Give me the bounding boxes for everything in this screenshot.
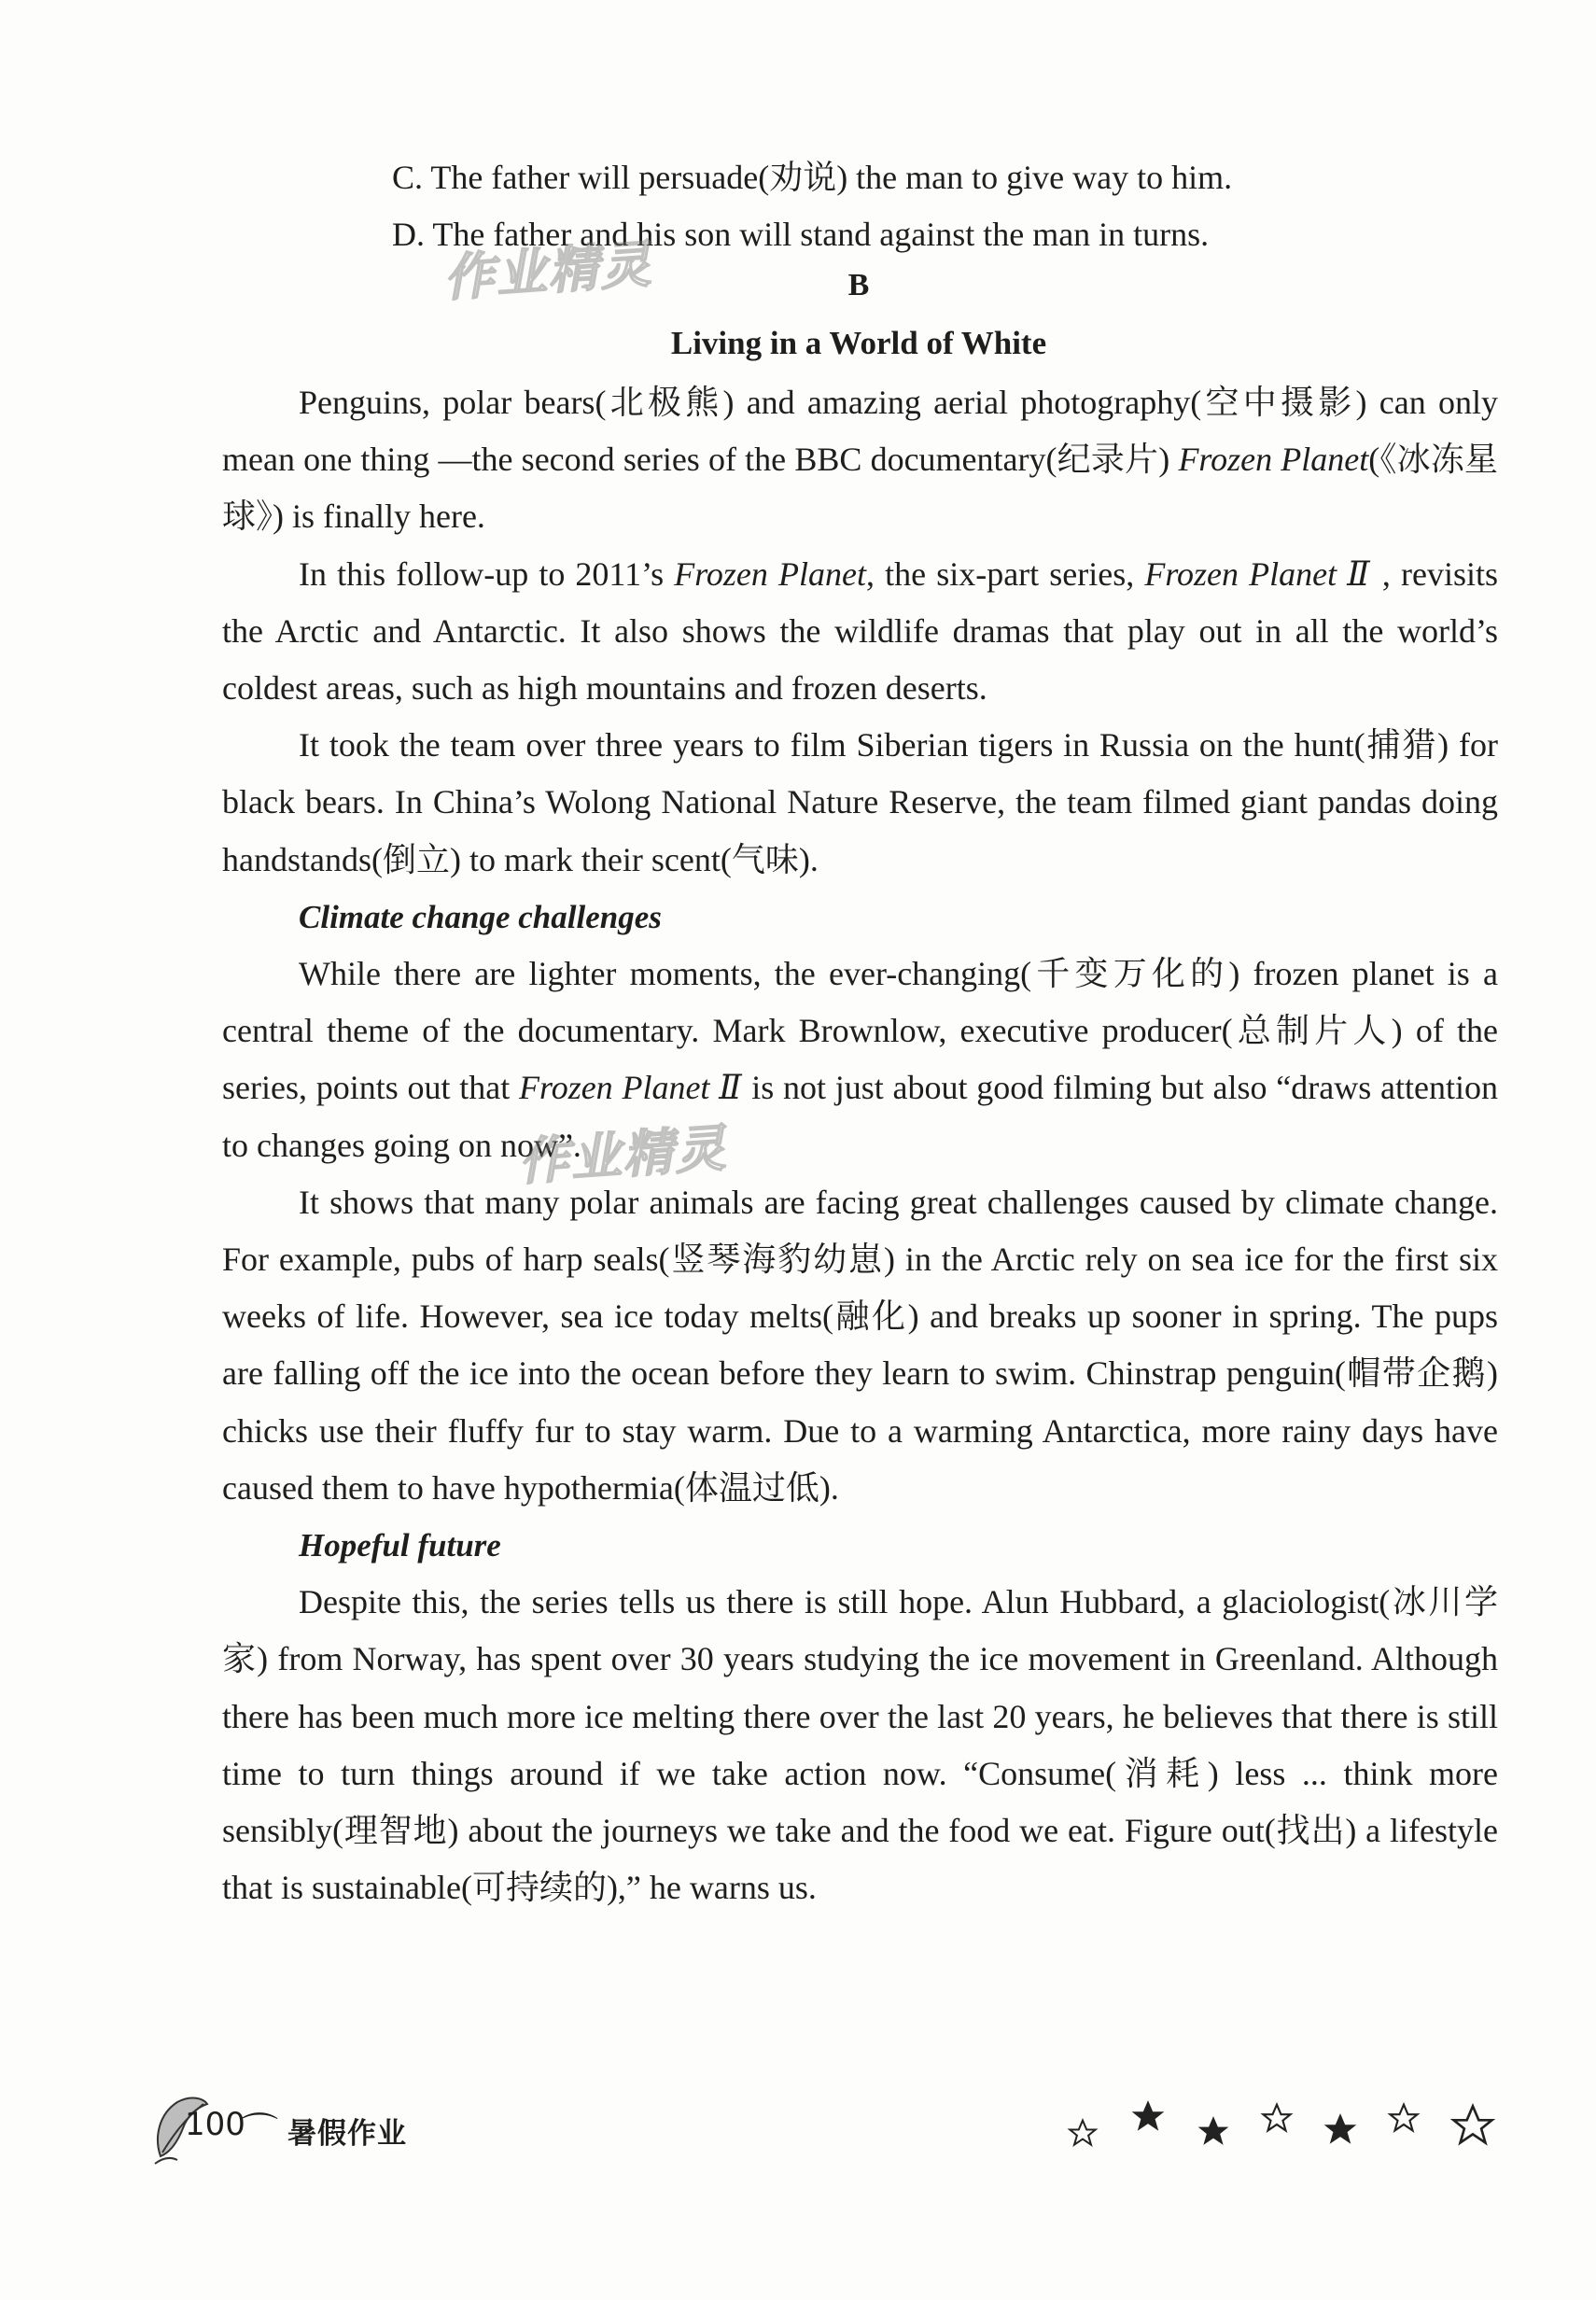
- section-letter: B: [847, 268, 870, 302]
- paragraph-6: Despite this, the series tells us there is still hope. Alun Hubbard, a glaciologist(冰川学家) from Norway, has spent over 30 years studying the ice movement in Greenland. Although there has been much more ice melting there over the last 20 years, he believes that there is still time to turn things around if we take action now. “Consume(消耗) less ... think more sensibly(理智地) about the journeys we take and the food we eat. Figure out(找出) a lifestyle that is sustainable(可持续的),” he warns us.: [222, 1583, 1498, 1907]
- star-icon: [1263, 2105, 1290, 2131]
- workbook-label: 暑假作业: [287, 2117, 407, 2151]
- heading-hopeful-future: Hopeful future: [299, 1527, 501, 1564]
- heading-climate-change: Climate change challenges: [299, 898, 662, 935]
- star-decoration: [1055, 2087, 1503, 2162]
- page-number-bracket: ⌒: [241, 2111, 278, 2153]
- star-icon: [1390, 2105, 1417, 2131]
- page-number: 100: [185, 2106, 245, 2143]
- star-icon: [1453, 2106, 1491, 2142]
- watermark-middle: 作业精灵: [516, 1120, 730, 1191]
- option-c: C. The father will persuade(劝说) the man to give way to him.: [392, 159, 1233, 196]
- paragraph-3: It took the team over three years to film Siberian tigers in Russia on the hunt(捕猎) for black bears. In China’s Wolong National Nature Reserve, the team filmed giant pandas doing handstands(倒立) to mark their scent(气味).: [222, 726, 1498, 878]
- paragraph-4: While there are lighter moments, the ever-changing(千变万化的) frozen planet is a central theme of the documentary. Mark Brownlow, executive producer(总制片人) of the series, points out that Frozen Planet Ⅱ is not just about good filming but also “draws attention to changes going on now”.: [222, 955, 1498, 1164]
- paragraph-2: In this follow-up to 2011’s Frozen Planet, the six-part series, Frozen Planet Ⅱ , revisits the Arctic and Antarctic. It also shows the wildlife dramas that play out in all the world’s coldest areas, such as high mountains and frozen deserts.: [222, 554, 1499, 708]
- star-icon: [1070, 2121, 1095, 2145]
- paragraph-1: Penguins, polar bears(北极熊) and amazing aerial photography(空中摄影) can only mean one thing —the second series of the BBC documentary(纪录片) Frozen Planet(《冰冻星球》) is finally here.: [222, 384, 1499, 536]
- star-icon: [1134, 2102, 1163, 2129]
- star-icon: [1326, 2115, 1355, 2142]
- article-body: [222, 374, 1498, 1916]
- star-icon: [1199, 2118, 1226, 2144]
- paragraph-5: It shows that many polar animals are facing great challenges caused by climate change. For example, pubs of harp seals(竖琴海豹幼崽) in the Arctic rely on sea ice for the first six weeks of life. However, sea ice today melts(融化) and breaks up sooner in spring. The pups are falling off the ice into the ocean before they learn to swim. Chinstrap penguin(帽带企鹅) chicks use their fluffy fur to stay warm. Due to a warming Antarctica, more rainy days have caused them to have hypothermia(体温过低).: [222, 1183, 1498, 1507]
- page-footer: [149, 2091, 467, 2166]
- article-title: Living in a World of White: [670, 325, 1047, 361]
- watermark-top: 作业精灵: [441, 236, 655, 307]
- option-d: D. The father and his son will stand against the man in turns.: [392, 216, 1210, 253]
